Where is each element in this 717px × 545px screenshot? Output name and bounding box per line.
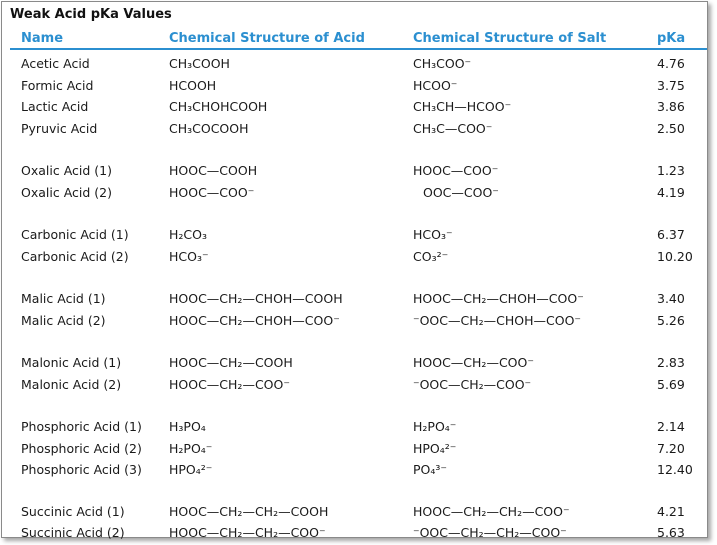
- acid-name: Succinic Acid (2): [21, 525, 125, 540]
- acid-name: Phosphoric Acid (1): [21, 419, 142, 434]
- salt-structure: HCO₃⁻: [413, 227, 453, 242]
- acid-structure: HOOC—CH₂—COOH: [169, 355, 293, 370]
- acid-name: Oxalic Acid (2): [21, 184, 112, 200]
- acid-structure: CH₃COOH: [169, 56, 230, 71]
- pka-value: 3.75: [657, 77, 685, 93]
- salt-structure: HOOC—CH₂—CHOH—COO⁻: [413, 291, 584, 306]
- table-row: [2, 313, 709, 331]
- salt-structure: CO₃²⁻: [413, 248, 449, 264]
- header-rule: [10, 48, 707, 50]
- pka-value: 2.50: [657, 120, 685, 136]
- acid-structure: HOOC—CH₂—CH₂—COO⁻: [169, 525, 326, 540]
- pka-value: 3.86: [657, 99, 685, 114]
- pka-value: 6.37: [657, 227, 685, 242]
- table-panel: [1, 1, 708, 538]
- table-row: [2, 99, 709, 117]
- salt-structure: ⁻OOC—CH₂—COO⁻: [413, 376, 532, 392]
- acid-name: Carbonic Acid (1): [21, 227, 129, 242]
- table-row: [2, 249, 709, 267]
- table-row: [2, 377, 709, 395]
- column-header-salt-structure: Chemical Structure of Salt: [413, 31, 607, 46]
- salt-structure: OOC—COO⁻: [423, 184, 499, 200]
- pka-value: 4.19: [657, 184, 685, 200]
- acid-name: Pyruvic Acid: [21, 120, 98, 136]
- table-row: [2, 525, 709, 543]
- table-row: [2, 56, 709, 74]
- acid-name: Succinic Acid (1): [21, 504, 125, 519]
- table-row: [2, 185, 709, 203]
- acid-structure: H₂PO₄⁻: [169, 440, 213, 456]
- table-row: [2, 355, 709, 373]
- pka-value: 10.20: [657, 248, 693, 264]
- acid-structure: CH₃COCOOH: [169, 120, 249, 136]
- acid-structure: HPO₄²⁻: [169, 462, 213, 477]
- salt-structure: H₂PO₄⁻: [413, 419, 457, 434]
- acid-name: Acetic Acid: [21, 56, 90, 71]
- pka-value: 4.21: [657, 504, 685, 519]
- acid-structure: HOOC—COO⁻: [169, 184, 255, 200]
- acid-name: Malic Acid (2): [21, 312, 106, 328]
- acid-structure: HCO₃⁻: [169, 248, 209, 264]
- pka-value: 1.23: [657, 163, 685, 178]
- acid-name: Carbonic Acid (2): [21, 248, 129, 264]
- acid-name: Formic Acid: [21, 77, 94, 93]
- salt-structure: HCOO⁻: [413, 77, 458, 93]
- salt-structure: ⁻OOC—CH₂—CH₂—COO⁻: [413, 525, 567, 540]
- acid-name: Malic Acid (1): [21, 291, 106, 306]
- acid-name: Phosphoric Acid (2): [21, 440, 142, 456]
- table-row: [2, 441, 709, 459]
- salt-structure: HPO₄²⁻: [413, 440, 457, 456]
- pka-value: 2.83: [657, 355, 685, 370]
- acid-structure: HOOC—CH₂—CHOH—COO⁻: [169, 312, 340, 328]
- pka-value: 5.26: [657, 312, 685, 328]
- acid-structure: HOOC—CH₂—CH₂—COOH: [169, 504, 329, 519]
- pka-value: 4.76: [657, 56, 685, 71]
- pka-value: 7.20: [657, 440, 685, 456]
- salt-structure: HOOC—COO⁻: [413, 163, 499, 178]
- pka-value: 2.14: [657, 419, 685, 434]
- table-row: [2, 462, 709, 480]
- acid-name: Phosphoric Acid (3): [21, 462, 142, 477]
- salt-structure: HOOC—CH₂—COO⁻: [413, 355, 534, 370]
- salt-structure: ⁻OOC—CH₂—CHOH—COO⁻: [413, 312, 582, 328]
- pka-value: 5.63: [657, 525, 685, 540]
- acid-structure: HOOC—COOH: [169, 163, 258, 178]
- table-row: [2, 419, 709, 437]
- salt-structure: CH₃C—COO⁻: [413, 120, 493, 136]
- column-header-name: Name: [21, 31, 64, 46]
- table-row: [2, 291, 709, 309]
- acid-structure: HOOC—CH₂—CHOH—COOH: [169, 291, 343, 306]
- acid-name: Lactic Acid: [21, 99, 89, 114]
- pka-value: 3.40: [657, 291, 685, 306]
- table-title: Weak Acid pKa Values: [10, 7, 172, 22]
- pka-value: 12.40: [657, 462, 693, 477]
- acid-structure: HOOC—CH₂—COO⁻: [169, 376, 290, 392]
- acid-name: Malonic Acid (1): [21, 355, 122, 370]
- pka-value: 5.69: [657, 376, 685, 392]
- column-header-pka: pKa: [657, 31, 686, 46]
- salt-structure: PO₄³⁻: [413, 462, 447, 477]
- table-row: [2, 121, 709, 139]
- salt-structure: HOOC—CH₂—CH₂—COO⁻: [413, 504, 570, 519]
- acid-structure: HCOOH: [169, 77, 217, 93]
- table-row: [2, 504, 709, 522]
- acid-structure: H₂CO₃: [169, 227, 207, 242]
- acid-name: Malonic Acid (2): [21, 376, 122, 392]
- table-row: [2, 78, 709, 96]
- acid-name: Oxalic Acid (1): [21, 163, 112, 178]
- salt-structure: CH₃COO⁻: [413, 56, 472, 71]
- salt-structure: CH₃CH—HCOO⁻: [413, 99, 512, 114]
- column-header-acid-structure: Chemical Structure of Acid: [169, 31, 365, 46]
- acid-structure: CH₃CHOHCOOH: [169, 99, 268, 114]
- acid-structure: H₃PO₄: [169, 419, 206, 434]
- table-row: [2, 163, 709, 181]
- table-row: [2, 227, 709, 245]
